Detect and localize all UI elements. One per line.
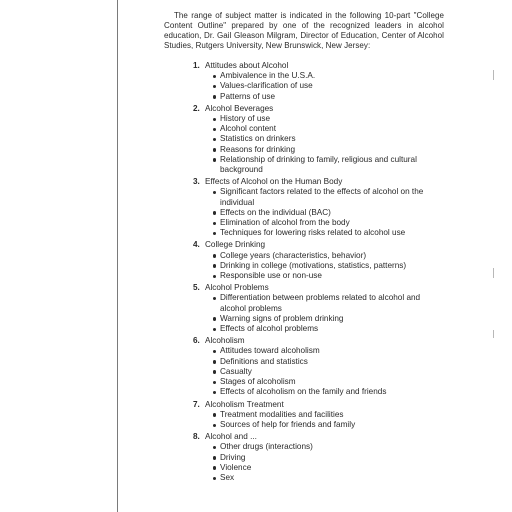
list-item: Values-clarification of use xyxy=(212,81,444,91)
section-number: 8. xyxy=(193,432,200,442)
list-item: Effects of alcoholism on the family and friends xyxy=(212,387,444,397)
list-item: Effects of alcohol problems xyxy=(212,324,444,334)
list-item: Reasons for drinking xyxy=(212,145,444,155)
outline-section xyxy=(193,177,444,238)
list-item: Alcohol content xyxy=(212,124,444,134)
section-heading xyxy=(193,177,444,187)
section-heading xyxy=(193,61,444,71)
outline-section xyxy=(193,432,444,483)
section-number: 1. xyxy=(193,61,200,70)
section-heading xyxy=(193,336,444,346)
list-item: Treatment modalities and facilities xyxy=(212,410,444,420)
section-items xyxy=(193,187,444,238)
section-items xyxy=(193,442,444,483)
section-number: 5. xyxy=(193,283,200,293)
list-item: Drinking in college (motivations, statistics, patterns) xyxy=(212,261,444,271)
list-item: Relationship of drinking to family, religious and cultural background xyxy=(212,155,444,175)
outline-section xyxy=(193,400,444,431)
section-title: Attitudes about Alcohol xyxy=(205,61,289,70)
section-items xyxy=(193,251,444,282)
section-title: College Drinking xyxy=(205,240,266,250)
section-items xyxy=(193,114,444,175)
list-item: Casualty xyxy=(212,367,444,377)
section-heading xyxy=(193,240,444,250)
section-number: 6. xyxy=(193,336,200,346)
list-item: Definitions and statistics xyxy=(212,357,444,367)
section-title: Alcoholism Treatment xyxy=(205,399,284,409)
list-item: Violence xyxy=(212,463,444,473)
section-title: Effects of Alcohol on the Human Body xyxy=(205,177,343,187)
list-item: Sex xyxy=(212,473,444,483)
section-title: Alcohol Beverages xyxy=(205,103,274,113)
list-item: Warning signs of problem drinking xyxy=(212,314,444,324)
section-title: Alcohol Problems xyxy=(205,283,269,293)
document-page xyxy=(164,11,444,485)
list-item: Ambivalence in the U.S.A. xyxy=(212,71,444,81)
list-item: Effects on the individual (BAC) xyxy=(212,208,444,218)
list-item: College years (characteristics, behavior) xyxy=(212,251,444,261)
intro-paragraph: The range of subject matter is indicated in the following 10-part "College Content Outline" prepared by one of the recognized leaders in alcohol education, Dr. Gail Gleason Milgram, Director of Education, Center of Alcohol Studies, Rutgers University, New Brunswick, New Jersey: xyxy=(164,11,444,50)
scan-edge-mark xyxy=(493,70,494,80)
section-number: 2. xyxy=(193,103,200,113)
section-number: 4. xyxy=(193,240,200,250)
outline-section xyxy=(193,240,444,281)
content-outline xyxy=(164,61,444,483)
section-number: 7. xyxy=(193,399,200,409)
section-items xyxy=(193,346,444,397)
section-title: Alcoholism xyxy=(205,336,245,346)
list-item: History of use xyxy=(212,114,444,124)
outline-section xyxy=(193,336,444,397)
list-item: Responsible use or non-use xyxy=(212,271,444,281)
list-item: Attitudes toward alcoholism xyxy=(212,346,444,356)
scan-edge-mark xyxy=(493,330,494,338)
list-item: Driving xyxy=(212,453,444,463)
section-number: 3. xyxy=(193,177,200,187)
list-item: Significant factors related to the effects of alcohol on the individual xyxy=(212,187,444,207)
list-item: Stages of alcoholism xyxy=(212,377,444,387)
section-heading xyxy=(193,283,444,293)
section-heading xyxy=(193,400,444,410)
section-title: Alcohol and ... xyxy=(205,432,257,442)
section-heading xyxy=(193,432,444,442)
page-binding-edge xyxy=(117,0,118,512)
section-items xyxy=(193,410,444,430)
list-item: Techniques for lowering risks related to alcohol use xyxy=(212,228,444,238)
list-item: Elimination of alcohol from the body xyxy=(212,218,444,228)
outline-section xyxy=(193,283,444,334)
outline-section xyxy=(193,104,444,175)
scan-edge-mark xyxy=(493,268,494,278)
section-items xyxy=(193,293,444,334)
list-item: Differentiation between problems related to alcohol and alcohol problems xyxy=(212,293,444,313)
section-items xyxy=(193,71,444,102)
section-heading xyxy=(193,104,444,114)
list-item: Sources of help for friends and family xyxy=(212,420,444,430)
list-item: Other drugs (interactions) xyxy=(212,442,444,452)
list-item: Patterns of use xyxy=(212,92,444,102)
outline-section xyxy=(193,61,444,102)
list-item: Statistics on drinkers xyxy=(212,134,444,144)
